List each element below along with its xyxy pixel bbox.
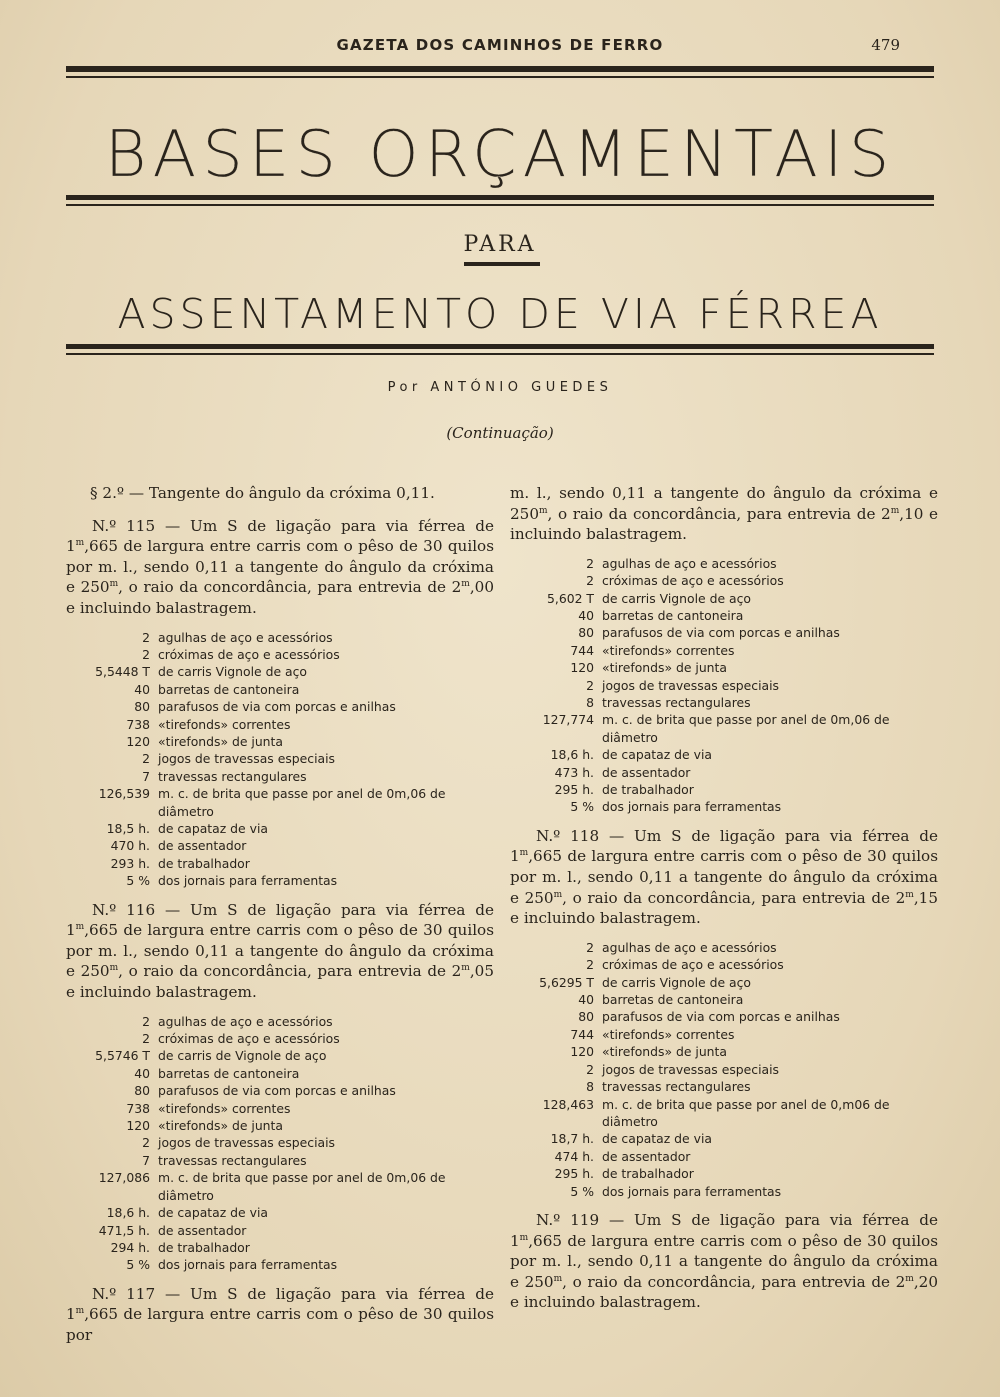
list-item [510, 764, 938, 781]
byline: Por ANTÓNIO GUEDES [387, 380, 613, 395]
item-quantity: 5,5448 T [95, 664, 150, 680]
item-description: parafusos de via com porcas e anilhas [158, 1083, 396, 1099]
item-description: agulhas de aço e acessórios [158, 1013, 333, 1029]
item-description: «tirefonds» de junta [158, 1118, 283, 1134]
list-item [510, 1165, 938, 1182]
list-item [510, 590, 938, 607]
subtitle-rule-thick [66, 344, 934, 349]
list-item [510, 1130, 938, 1147]
list-item [510, 1183, 938, 1200]
page-number: 479 [871, 36, 900, 54]
item-description: de assentador [602, 764, 691, 780]
item-description: barretas de cantoneira [158, 681, 300, 697]
connector-underline [464, 262, 540, 266]
item-description: parafusos de via com porcas e anilhas [602, 625, 840, 641]
item-description: jogos de travessas especiais [602, 677, 780, 693]
list-item [510, 677, 938, 694]
list-item [510, 1026, 938, 1043]
item-description: de trabalhador [602, 782, 694, 798]
list-item [66, 733, 494, 750]
item-description: «tirefonds» correntes [158, 716, 291, 732]
item-quantity: 18,7 h. [550, 1131, 594, 1147]
title-rule-thin [66, 204, 934, 206]
list-item [66, 1256, 494, 1273]
list-item [66, 837, 494, 854]
list-item [66, 1222, 494, 1239]
item-quantity: 7 [142, 768, 150, 784]
item-description: m. c. de brita que passe por anel de 0m,06 de diâmetro [158, 786, 446, 819]
item-quantity: 295 h. [554, 782, 594, 798]
item-quantity: 2 [142, 646, 150, 662]
connector-word: PARA [463, 232, 537, 257]
list-item [66, 1169, 494, 1204]
item-description: de capataz de via [602, 747, 712, 763]
item-quantity: 2 [142, 1135, 150, 1151]
item-description: dos jornais para ferramentas [158, 873, 338, 889]
item-quantity: 18,5 h. [106, 821, 150, 837]
item-quantity: 126,539 [98, 786, 150, 802]
item-quantity: 8 [586, 695, 594, 711]
list-item [66, 663, 494, 680]
item-description: cróximas de aço e acessórios [602, 573, 784, 589]
item-quantity: 5 % [570, 799, 594, 815]
item-description: jogos de travessas especiais [602, 1061, 780, 1077]
paragraph-n115: N.º 115 — Um S de ligação para via férrea de 1$^m$,665 de largura entre carris com o pêso de 30 quilos por m. l., sendo 0,11 a tangente do ângulo da cróxima e 250$^m$, o raio da concordância, para entrevia de 2$^m$,00 e incluindo balastragem. [66, 516, 494, 617]
item-description: dos jornais para ferramentas [158, 1257, 338, 1273]
item-description: travessas rectangulares [602, 695, 751, 711]
item-quantity: 2 [142, 1031, 150, 1047]
list-item [510, 1043, 938, 1060]
item-description: de carris Vignole de aço [602, 974, 752, 990]
item-description: agulhas de aço e acessórios [602, 555, 777, 571]
item-description: agulhas de aço e acessórios [602, 939, 777, 955]
item-description: barretas de cantoneira [602, 992, 744, 1008]
item-description: barretas de cantoneira [602, 608, 744, 623]
item-quantity: 40 [578, 992, 594, 1008]
list-item [510, 642, 938, 659]
item-description: parafusos de via com porcas e anilhas [158, 699, 396, 715]
paragraph-n119: N.º 119 — Um S de ligação para via férrea de 1$^m$,665 de largura entre carris com o pêso de 30 quilos por m. l., sendo 0,11 a tangente do ângulo da cróxima e 250$^m$, o raio da concordância, para entrevia de 2$^m$,20 e incluindo balastragem. [510, 1210, 938, 1312]
item-quantity: 120 [570, 1044, 594, 1060]
list-item [510, 746, 938, 763]
list-item [510, 1096, 938, 1131]
list-item [66, 629, 494, 646]
item-quantity: 2 [142, 629, 150, 645]
item-quantity: 18,6 h. [106, 1205, 150, 1221]
list-item [66, 1152, 494, 1169]
item-quantity: 2 [142, 1013, 150, 1029]
list-item [66, 698, 494, 715]
list-item [66, 1047, 494, 1064]
list-item [66, 1065, 494, 1082]
item-quantity: 120 [570, 660, 594, 676]
list-item [66, 1117, 494, 1134]
item-quantity: 18,6 h. [550, 747, 594, 763]
item-quantity: 295 h. [554, 1166, 594, 1182]
item-quantity: 2 [142, 751, 150, 767]
item-description: parafusos de via com porcas e anilhas [602, 1009, 840, 1025]
item-description: dos jornais para ferramentas [602, 799, 782, 815]
article-subtitle: ASSENTAMENTO DE VIA FÉRREA [117, 290, 883, 338]
item-quantity: 2 [586, 573, 594, 589]
item-quantity: 40 [134, 1065, 150, 1081]
item-quantity: 5,602 T [547, 590, 594, 606]
item-quantity: 5 % [126, 1257, 150, 1273]
list-item [66, 820, 494, 837]
item-description: de capataz de via [158, 821, 268, 837]
item-quantity: 120 [126, 734, 150, 749]
item-quantity: 8 [586, 1079, 594, 1095]
item-quantity: 128,463 [542, 1096, 594, 1112]
item-quantity: 2 [586, 939, 594, 955]
item-quantity: 2 [586, 1061, 594, 1077]
paragraph-n117-continued: m. l., sendo 0,11 a tangente do ângulo da cróxima e 250$^m$, o raio da concordância, para entrevia de 2$^m$,10 e incluindo balastragem. [510, 484, 938, 544]
item-quantity: 80 [578, 625, 594, 641]
item-quantity: 738 [126, 716, 150, 732]
item-quantity: 473 h. [554, 764, 594, 780]
list-item [66, 1082, 494, 1099]
list-item [66, 681, 494, 698]
item-description: de trabalhador [158, 1239, 250, 1255]
material-list-n116 [66, 1013, 494, 1274]
item-description: cróximas de aço e acessórios [158, 646, 340, 662]
paragraph-n117: N.º 117 — Um S de ligação para via férrea de 1$^m$,665 de largura entre carris com o pêso de 30 quilos por [66, 1284, 494, 1344]
list-item [66, 1239, 494, 1256]
n117-text: ,665 de largura entre carris com o pêso de 30 quilos por [66, 1305, 494, 1344]
list-item [510, 624, 938, 641]
item-description: de trabalhador [602, 1166, 694, 1182]
item-description: «tirefonds» correntes [158, 1100, 291, 1116]
item-description: de capataz de via [602, 1131, 712, 1147]
item-description: cróximas de aço e acessórios [158, 1031, 340, 1047]
item-quantity: 120 [126, 1118, 150, 1134]
item-description: de assentador [158, 838, 247, 854]
item-quantity: 80 [134, 1083, 150, 1099]
list-item [66, 1134, 494, 1151]
list-item [510, 956, 938, 973]
item-description: barretas de cantoneira [158, 1065, 300, 1081]
item-quantity: 471,5 h. [98, 1222, 150, 1238]
list-item [510, 1061, 938, 1078]
item-quantity: 5 % [570, 1183, 594, 1199]
item-description: dos jornais para ferramentas [602, 1183, 782, 1199]
item-description: de assentador [602, 1148, 691, 1164]
list-item [510, 939, 938, 956]
subtitle-rule-thin [66, 353, 934, 355]
item-description: m. c. de brita que passe por anel de 0m,06 de diâmetro [158, 1170, 446, 1203]
list-item [510, 1078, 938, 1095]
paragraph-n118: N.º 118 — Um S de ligação para via férrea de 1$^m$,665 de largura entre carris com o pêso de 30 quilos por m. l., sendo 0,11 a tangente do ângulo da cróxima e 250$^m$, o raio da concordância, para entrevia de 2$^m$,15 e incluindo balastragem. [510, 826, 938, 928]
n115-intro: N.º 115 — Um S de ligação para via férrea de 1 [66, 516, 494, 556]
item-description: de carris Vignole de aço [158, 664, 308, 680]
item-description: «tirefonds» de junta [602, 660, 727, 676]
list-item [66, 1100, 494, 1117]
item-quantity: 7 [142, 1152, 150, 1168]
list-item [510, 659, 938, 676]
list-item [510, 798, 938, 815]
item-quantity: 40 [134, 681, 150, 697]
list-item [510, 711, 938, 746]
item-quantity: 294 h. [110, 1239, 150, 1255]
item-description: m. c. de brita que passe por anel de 0m,06 de diâmetro [602, 712, 890, 745]
item-description: de assentador [158, 1222, 247, 1238]
article-title: BASES ORÇAMENTAIS [104, 118, 896, 192]
section-heading: § 2.º — Tangente do ângulo da cróxima 0,11. [90, 484, 435, 502]
item-description: travessas rectangulares [158, 768, 307, 784]
item-quantity: 293 h. [110, 855, 150, 871]
list-item [66, 872, 494, 889]
item-quantity: 5,6295 T [539, 974, 594, 990]
list-item [510, 991, 938, 1008]
title-rule-thick [66, 195, 934, 200]
list-item [66, 1013, 494, 1030]
n118-intro: N.º 118 — Um S de ligação para via férrea de 1 [510, 826, 938, 866]
item-quantity: 5 % [126, 873, 150, 889]
item-quantity: 744 [570, 642, 594, 658]
list-item [66, 855, 494, 872]
item-description: travessas rectangulares [158, 1152, 307, 1168]
continuation-note: (Continuação) [446, 424, 554, 442]
item-quantity: 2 [586, 957, 594, 973]
list-item [66, 646, 494, 663]
material-list-n117 [510, 555, 938, 816]
list-item [510, 572, 938, 589]
item-description: jogos de travessas especiais [158, 751, 336, 767]
item-quantity: 80 [578, 1009, 594, 1025]
left-column [66, 483, 494, 1356]
item-quantity: 744 [570, 1026, 594, 1042]
n119-intro: N.º 119 — Um S de ligação para via férrea de 1 [510, 1210, 938, 1250]
item-quantity: 474 h. [554, 1148, 594, 1164]
n116-text: ,665 de largura entre carris com o pêso de 30 quilos por m. l., sendo 0,11 a tangente do ângulo da cróxima e 250 [66, 921, 494, 981]
list-item [510, 694, 938, 711]
list-item [66, 785, 494, 820]
header-rule-thin [66, 76, 934, 78]
list-item [510, 974, 938, 991]
n116-intro: N.º 116 — Um S de ligação para via férrea de 1 [66, 900, 494, 940]
list-item [66, 750, 494, 767]
running-title: GAZETA DOS CAMINHOS DE FERRO [336, 36, 664, 54]
material-list-n115 [66, 629, 494, 890]
item-description: «tirefonds» de junta [602, 1044, 727, 1060]
right-column [510, 483, 938, 1323]
paragraph-n116: N.º 116 — Um S de ligação para via férrea de 1$^m$,665 de largura entre carris com o pêso de 30 quilos por m. l., sendo 0,11 a tangente do ângulo da cróxima e 250$^m$, o raio da concordância, para entrevia de 2$^m$,05 e incluindo balastragem. [66, 900, 494, 1002]
list-item [66, 1204, 494, 1221]
item-quantity: 80 [134, 699, 150, 715]
list-item [66, 716, 494, 733]
list-item [510, 555, 938, 572]
item-description: «tirefonds» correntes [602, 642, 735, 658]
item-description: de trabalhador [158, 855, 250, 871]
item-quantity: 127,774 [542, 712, 594, 728]
list-item [66, 768, 494, 785]
running-head [66, 36, 934, 60]
item-quantity: 2 [586, 555, 594, 571]
list-item [66, 1030, 494, 1047]
list-item [510, 1148, 938, 1165]
list-item [510, 781, 938, 798]
header-rule-thick [66, 66, 934, 72]
item-quantity: 470 h. [110, 838, 150, 854]
list-item [510, 607, 938, 624]
item-description: travessas rectangulares [602, 1079, 751, 1095]
item-description: agulhas de aço e acessórios [158, 629, 333, 645]
item-quantity: 5,5746 T [95, 1048, 150, 1064]
item-description: de carris Vignole de aço [602, 590, 752, 606]
item-description: «tirefonds» de junta [158, 734, 283, 749]
item-quantity: 40 [578, 608, 594, 623]
item-description: cróximas de aço e acessórios [602, 957, 784, 973]
n117-intro: N.º 117 — Um S de ligação para via férrea de 1 [66, 1284, 494, 1324]
item-description: jogos de travessas especiais [158, 1135, 336, 1151]
material-list-n118 [510, 939, 938, 1200]
item-description: «tirefonds» correntes [602, 1026, 735, 1042]
list-item [510, 1008, 938, 1025]
item-quantity: 2 [586, 677, 594, 693]
n115-text: ,665 de largura entre carris com o pêso de 30 quilos por m. l., sendo 0,11 a tangente do ângulo da cróxima e 250 [66, 537, 494, 597]
item-quantity: 127,086 [98, 1170, 150, 1186]
item-description: m. c. de brita que passe por anel de 0,m06 de diâmetro [602, 1096, 890, 1129]
item-quantity: 738 [126, 1100, 150, 1116]
item-description: de carris de Vignole de aço [158, 1048, 327, 1064]
item-description: de capataz de via [158, 1205, 268, 1221]
